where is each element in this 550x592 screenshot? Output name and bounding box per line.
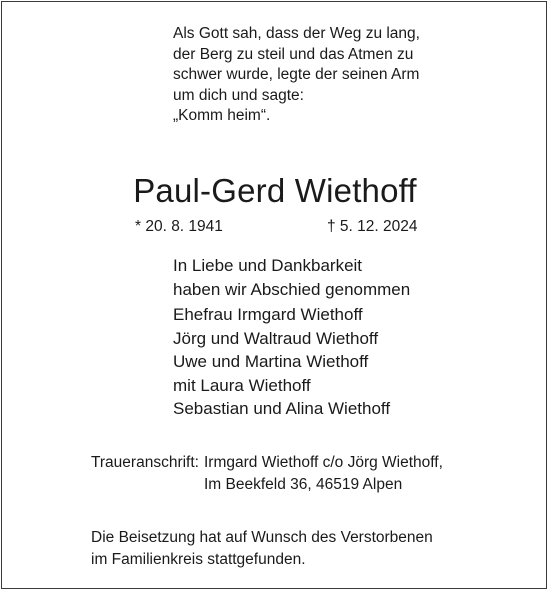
poem-line: schwer wurde, legte der seinen Arm	[173, 66, 420, 83]
mourner-line: Uwe und Martina Wiethoff	[173, 352, 369, 371]
mourner-line: Jörg und Waltraud Wiethoff	[173, 328, 379, 348]
funeral-line: Die Beisetzung hat auf Wunsch des Verstorbenen	[91, 529, 433, 546]
poem-line: „Komm heim“.	[173, 107, 271, 124]
death-date: † 5. 12. 2024	[327, 218, 418, 235]
poem-line: Als Gott sah, dass der Weg zu lang,	[173, 25, 420, 42]
mourner-line: mit Laura Wiethoff	[173, 375, 311, 395]
funeral-line: im Familienkreis stattgefunden.	[91, 550, 306, 568]
poem-line: um dich und sagte:	[173, 86, 304, 104]
mourner-line: Sebastian und Alina Wiethoff	[173, 399, 391, 418]
farewell-line: In Liebe und Dankbarkeit	[173, 256, 363, 275]
deceased-name: Paul-Gerd Wiethoff	[133, 172, 417, 209]
birth-date: * 20. 8. 1941	[135, 218, 223, 235]
poem	[173, 24, 493, 127]
farewell-text	[173, 254, 513, 301]
address-label: Traueranschrift:	[91, 454, 199, 471]
poem-line: der Berg zu steil und das Atmen zu	[173, 45, 414, 63]
mourners-list	[173, 303, 513, 421]
mourning-address	[91, 452, 443, 496]
funeral-note	[91, 527, 433, 570]
mourner-line: Ehefrau Irmgard Wiethoff	[173, 305, 363, 324]
farewell-line: haben wir Abschied genommen	[173, 279, 411, 299]
address-line-1: Irmgard Wiethoff c/o Jörg Wiethoff,	[204, 454, 443, 471]
address-line-2: Im Beekfeld 36, 46519 Alpen	[204, 476, 403, 493]
